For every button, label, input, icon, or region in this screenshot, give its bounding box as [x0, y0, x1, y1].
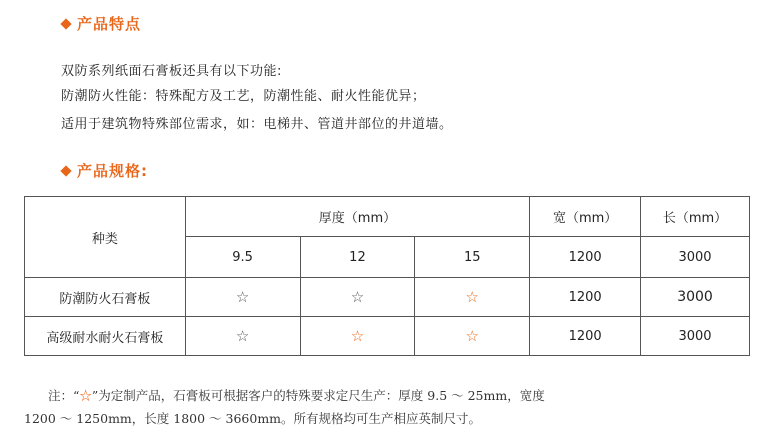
spec-table — [24, 196, 750, 356]
footnote-line-1 — [48, 386, 545, 404]
length-value: 3000 — [641, 237, 750, 278]
features-heading — [62, 13, 141, 34]
row-length: 3000 — [641, 278, 750, 317]
thickness-header: 厚度（mm） — [185, 197, 529, 237]
width-value: 1200 — [530, 237, 641, 278]
row-width: 1200 — [530, 278, 641, 317]
features-heading-text: 产品特点 — [77, 15, 142, 33]
specs-heading — [62, 160, 148, 181]
feature-line-3: 适用于建筑物特殊部位需求，如：电梯井、管道井部位的井道墙。 — [61, 117, 453, 132]
star-icon: ☆ — [235, 288, 250, 306]
width-header: 宽（mm） — [530, 197, 641, 237]
footnote-text: ”为定制产品，石膏板可根据客户的特殊要求定尺生产：厚度 9.5 ～ 25mm，宽度 — [91, 388, 545, 403]
specs-heading-text: 产品规格: — [77, 162, 148, 180]
row-width: 1200 — [530, 317, 641, 356]
thickness-option: 15 — [415, 237, 530, 278]
product-name: 高级耐水耐火石膏板 — [25, 317, 186, 356]
diamond-bullet-icon — [60, 165, 71, 176]
table-row — [25, 278, 750, 317]
product-name: 防潮防火石膏板 — [25, 278, 186, 317]
custom-star-icon: ☆ — [465, 327, 479, 345]
length-header: 长（mm） — [641, 197, 750, 237]
diamond-bullet-icon — [60, 18, 71, 29]
type-header: 种类 — [25, 197, 186, 278]
star-icon: ☆ — [235, 327, 250, 345]
custom-star-icon: ☆ — [465, 288, 479, 306]
footnote-line-2: 1200 ～ 1250mm，长度 1800 ～ 3660mm。所有规格均可生产相应英制尺寸。 — [24, 411, 482, 426]
table-row — [25, 317, 750, 356]
feature-line-2: 防潮防火性能：特殊配方及工艺，防潮性能、耐火性能优异； — [61, 89, 426, 104]
footnote-prefix: 注：“ — [48, 388, 80, 403]
thickness-option: 12 — [300, 237, 415, 278]
row-length: 3000 — [641, 317, 750, 356]
feature-line-1: 双防系列纸面石膏板还具有以下功能: — [61, 64, 282, 79]
thickness-option: 9.5 — [185, 237, 300, 278]
star-icon: ☆ — [350, 288, 365, 306]
table-header-row — [25, 197, 750, 237]
custom-star-icon: ☆ — [79, 388, 92, 403]
custom-star-icon: ☆ — [350, 327, 365, 345]
